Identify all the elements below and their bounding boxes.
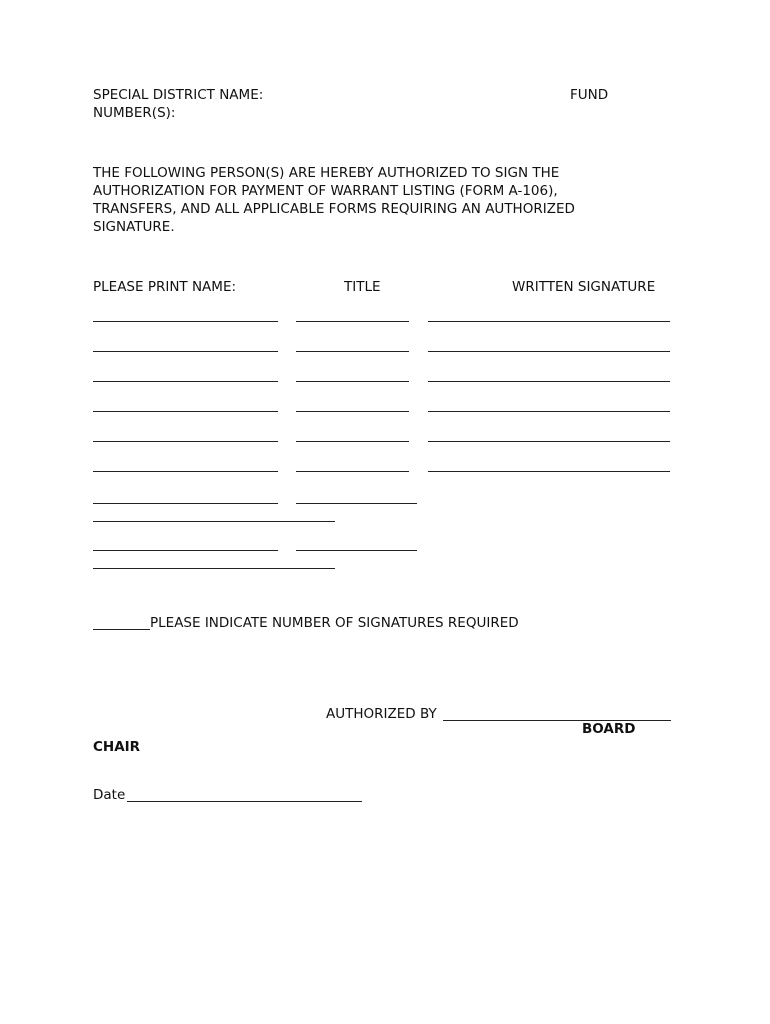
chair-label: CHAIR <box>93 739 141 755</box>
authorized-by-line[interactable] <box>443 720 671 721</box>
fund-label: FUND <box>570 87 609 103</box>
signature-line[interactable] <box>428 411 670 412</box>
title-line[interactable] <box>296 441 409 442</box>
name-line[interactable] <box>93 411 278 412</box>
statement-line-2: AUTHORIZATION FOR PAYMENT OF WARRANT LISTING (FORM A-106), <box>93 183 558 199</box>
title-line[interactable] <box>296 351 409 352</box>
name-line[interactable] <box>93 351 278 352</box>
name-line[interactable] <box>93 471 278 472</box>
board-label: BOARD <box>582 721 636 737</box>
name-line[interactable] <box>93 550 278 551</box>
name-line[interactable] <box>93 321 278 322</box>
title-line[interactable] <box>296 503 417 504</box>
signature-line[interactable] <box>428 381 670 382</box>
print-name-header: PLEASE PRINT NAME: <box>93 279 237 295</box>
statement-line-3: TRANSFERS, AND ALL APPLICABLE FORMS REQUIRING AN AUTHORIZED <box>93 201 575 217</box>
signature-line[interactable] <box>428 471 670 472</box>
title-line[interactable] <box>296 321 409 322</box>
signature-line[interactable] <box>428 441 670 442</box>
signatures-required-line[interactable] <box>93 629 150 630</box>
name-line[interactable] <box>93 441 278 442</box>
statement-line-4: SIGNATURE. <box>93 219 175 235</box>
signature-line[interactable] <box>428 351 670 352</box>
title-line[interactable] <box>296 411 409 412</box>
signature-line[interactable] <box>93 521 335 522</box>
authorized-by-label: AUTHORIZED BY <box>326 706 437 722</box>
name-line[interactable] <box>93 381 278 382</box>
signatures-required-label: PLEASE INDICATE NUMBER OF SIGNATURES REQUIRED <box>150 615 519 631</box>
signature-line[interactable] <box>93 568 335 569</box>
special-district-name-label: SPECIAL DISTRICT NAME: <box>93 87 264 103</box>
title-line[interactable] <box>296 381 409 382</box>
date-line[interactable] <box>127 801 362 802</box>
title-line[interactable] <box>296 550 417 551</box>
statement-line-1: THE FOLLOWING PERSON(S) ARE HEREBY AUTHORIZED TO SIGN THE <box>93 165 560 181</box>
signature-line[interactable] <box>428 321 670 322</box>
date-label: Date <box>93 787 126 803</box>
written-signature-header: WRITTEN SIGNATURE <box>512 279 656 295</box>
title-line[interactable] <box>296 471 409 472</box>
fund-numbers-label: NUMBER(S): <box>93 105 176 121</box>
title-header: TITLE <box>344 279 381 295</box>
name-line[interactable] <box>93 503 278 504</box>
